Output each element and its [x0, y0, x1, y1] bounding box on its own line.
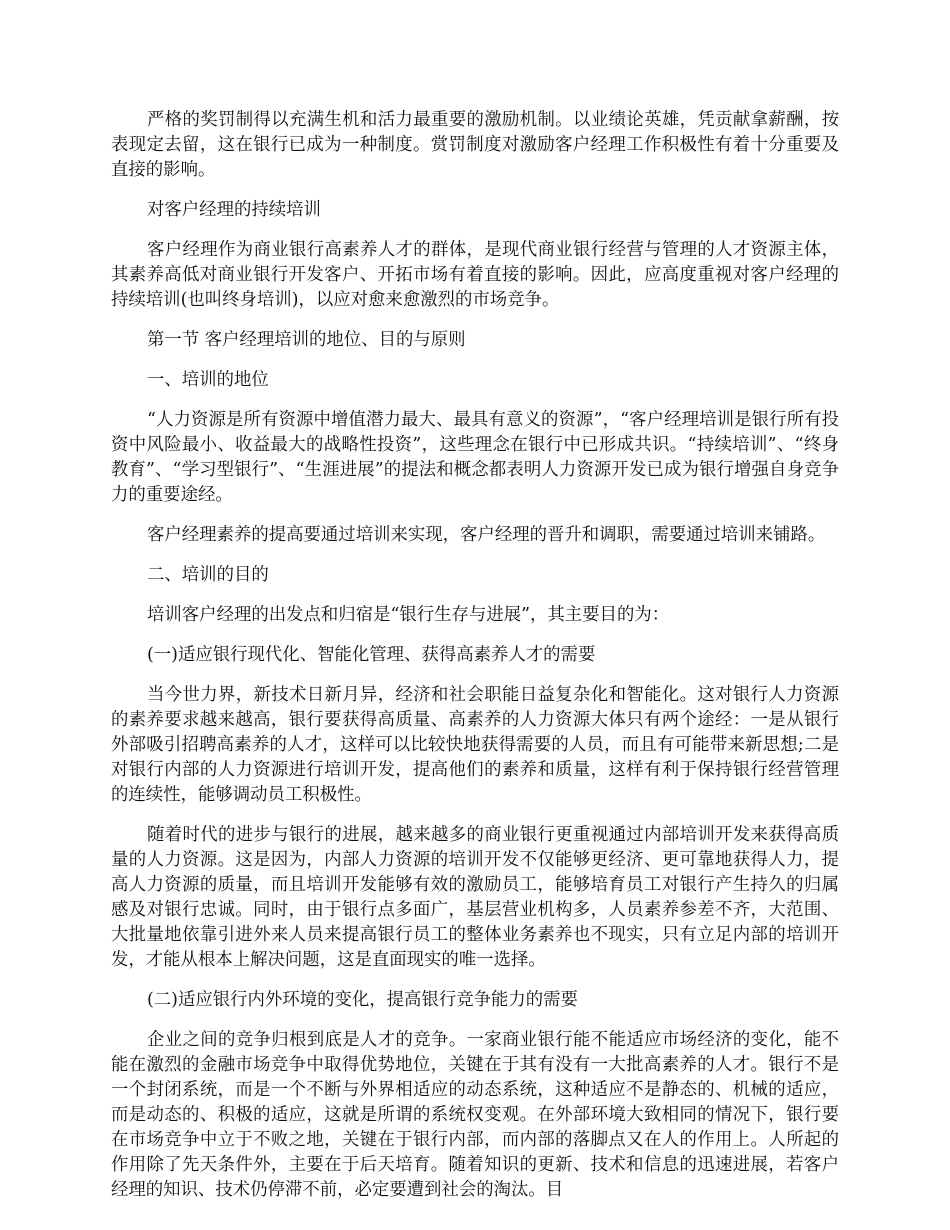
- chapter-heading: 第一节 客户经理培训的地位、目的与原则: [147, 330, 466, 350]
- subheading-training-status: 一、培训的地位: [147, 370, 269, 390]
- paragraph-promotion: 客户经理素养的提高要通过培训来实现，客户经理的晋升和调职，需要通过培训来铺路。: [147, 525, 826, 545]
- paragraph-human-resources: “人力资源是所有资源中增值潜力最大、最具有意义的资源”，“客户经理培训是银行所有投资中风险最小、收益最大的战略性投资”，这些理念在银行中已形成共识。“持续培训”、“终身教育”、“学习型银行”、“生涯进展”的提法和概念都表明人力资源开发已成为银行增强自身竞争力的重要途经。: [111, 410, 839, 505]
- subheading-training-purpose: 二、培训的目的: [147, 565, 269, 585]
- paragraph-purpose-intro: 培训客户经理的出发点和归宿是“银行生存与进展”，其主要目的为：: [147, 605, 670, 625]
- paragraph-manager-quality: 客户经理作为商业银行高素养人才的群体，是现代商业银行经营与管理的人才资源主体，其素养高低对商业银行开发客户、开拓市场有着直接的影响。因此，应高度重视对客户经理的持续培训(也叫终身培训)，以应对愈来愈激烈的市场竞争。: [111, 240, 839, 310]
- paragraph-reward-system: 严格的奖罚制得以充满生机和活力最重要的激励机制。以业绩论英雄，凭贡献拿薪酬，按表现定去留，这在银行已成为一种制度。赏罚制度对激励客户经理工作积极性有着十分重要及直接的影响。: [111, 110, 839, 180]
- paragraph-technology: 当今世力界，新技术日新月异，经济和社会职能日益复杂化和智能化。这对银行人力资源的素养要求越来越高，银行要获得高质量、高素养的人力资源大体只有两个途经：一是从银行外部吸引招聘高素养的人才，这样可以比较快地获得需要的人员，而且有可能带来新思想;二是对银行内部的人力资源进行培训开发，提高他们的素养和质量，这样有利于保持银行经营管理的连续性，能够调动员工积极性。: [111, 685, 839, 805]
- subheading-purpose-two: (二)适应银行内外环境的变化，提高银行竞争能力的需要: [147, 990, 578, 1010]
- paragraph-internal-training: 随着时代的进步与银行的进展，越来越多的商业银行更重视通过内部培训开发来获得高质量的人力资源。这是因为，内部人力资源的培训开发不仅能够更经济、更可靠地获得人力，提高人力资源的质量，而且培训开发能够有效的激励员工，能够培育员工对银行产生持久的归属感及对银行忠诚。同时，由于银行点多面广，基层营业机构多，人员素养参差不齐，大范围、大批量地依靠引进外来人员来提高银行员工的整体业务素养也不现实，只有立足内部的培训开发，才能从根本上解决问题，这是直面现实的唯一选择。: [111, 825, 839, 970]
- document-body: [111, 108, 839, 1218]
- subheading-purpose-one: (一)适应银行现代化、智能化管理、获得高素养人才的需要: [147, 645, 596, 665]
- section-title-continuous-training: 对客户经理的持续培训: [147, 200, 321, 220]
- paragraph-competition: 企业之间的竞争归根到底是人才的竞争。一家商业银行能不能适应市场经济的变化，能不能在激烈的金融市场竞争中取得优势地位，关键在于其有没有一大批高素养的人才。银行不是一个封闭系统，而是一个不断与外界相适应的动态系统，这种适应不是静态的、机械的适应，而是动态的、积极的适应，这就是所谓的系统权变观。在外部环境大致相同的情况下，银行要在市场竞争中立于不败之地，关键在于银行内部，而内部的落脚点又在人的作用上。人所起的作用除了先天条件外，主要在于后天培育。随着知识的更新、技术和信息的迅速进展，若客户经理的知识、技术仍停滞不前，必定要遭到社会的淘汰。目: [111, 1030, 839, 1200]
